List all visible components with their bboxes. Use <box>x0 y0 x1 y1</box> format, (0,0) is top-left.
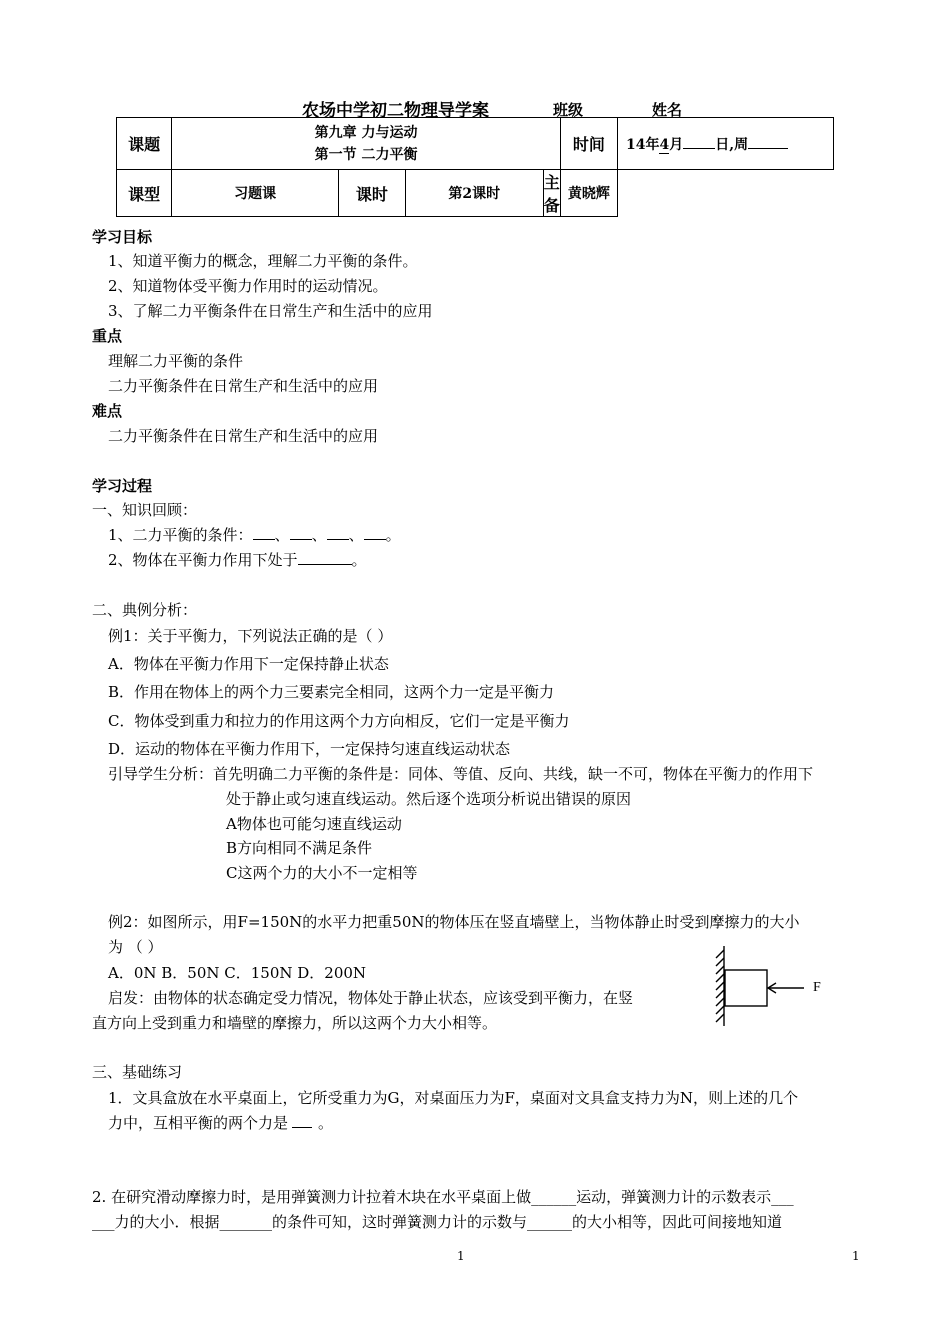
page-title: 农场中学初二物理导学案 <box>302 101 489 121</box>
practice-q2-cont: ___力的大小．根据_______的条件可知，这时弹簧测力计的示数与______的大小相等，因此可间接地知道 <box>92 1213 783 1231</box>
answer-blank <box>292 1113 312 1128</box>
review-1-prefix: 1、二力平衡的条件： <box>108 526 253 544</box>
review-item-2 <box>108 549 367 570</box>
lesson-info-table <box>116 117 834 217</box>
page-number-right: 1 <box>852 1249 860 1263</box>
example-1-option: C．物体受到重力和拉力的作用这两个力方向相反，它们一定是平衡力 <box>108 712 570 730</box>
review-title: 一、知识回顾： <box>92 501 198 519</box>
answer-blank <box>298 550 352 565</box>
example-1-guide-cont: 处于静止或匀速直线运动。然后逐个选项分析说出错误的原因 <box>226 790 632 808</box>
practice-q1: 1．文具盒放在水平桌面上，它所受重力为G，对桌面压力为F，桌面对文具盒支持力为N，则上述的几个 <box>108 1089 799 1107</box>
practice-q1-cont <box>108 1112 333 1133</box>
day-blank <box>683 134 715 149</box>
process-heading: 学习过程 <box>92 477 153 495</box>
topic-value-cell <box>172 118 560 170</box>
page-number-center: 1 <box>457 1249 465 1263</box>
goals-heading: 学习目标 <box>92 228 153 246</box>
example-1-option: D．运动的物体在平衡力作用下，一定保持匀速直线运动状态 <box>108 740 511 758</box>
examples-title: 二、典例分析： <box>92 601 198 619</box>
class-label: 班级 <box>553 101 584 119</box>
topic-line-2: 第一节 二力平衡 <box>314 146 418 163</box>
practice-q2: 2. 在研究滑动摩擦力时，是用弹簧测力计拉着木块在水平桌面上做______运动，弹簧测力计的示数表示___ <box>92 1188 794 1206</box>
goal-item: 1、知道平衡力的概念，理解二力平衡的条件。 <box>108 252 418 270</box>
time-year: 14年 <box>626 136 660 153</box>
end-mark: 。 <box>385 526 401 544</box>
end-mark: 。 <box>351 551 367 569</box>
example-2-options: A．0N B．50N C．150N D．200N <box>108 964 367 982</box>
time-month: 4 <box>659 136 670 153</box>
example-1-option: A．物体在平衡力作用下一定保持静止状态 <box>108 655 389 673</box>
force-label: F <box>813 980 821 995</box>
separator: 、 <box>348 526 364 544</box>
example-1-stem: 例1：关于平衡力，下列说法正确的是（ ） <box>108 627 393 645</box>
type-value-cell: 习题课 <box>172 170 339 217</box>
example-2-hint-cont: 直方向上受到重力和墙壁的摩擦力，所以这两个力大小相等。 <box>92 1014 498 1032</box>
q1-prefix: 力中，互相平衡的两个力是 <box>108 1114 289 1132</box>
example-1-note: A物体也可能匀速直线运动 <box>226 815 402 833</box>
answer-blank <box>364 525 386 540</box>
separator: 、 <box>311 526 327 544</box>
review-item-1 <box>108 524 401 545</box>
topic-label-cell: 课题 <box>117 118 172 170</box>
host-label-cell: 主备 <box>543 170 560 217</box>
name-label: 姓名 <box>652 101 683 119</box>
answer-blank <box>253 525 275 540</box>
example-2-stem-cont: 为 （ ） <box>108 938 163 956</box>
answer-blank <box>290 525 312 540</box>
key-item: 理解二力平衡的条件 <box>108 352 244 370</box>
end-mark: 。 <box>318 1114 334 1132</box>
host-value-cell: 黄晓辉 <box>560 170 617 217</box>
block-shape <box>725 970 767 1006</box>
goal-item: 3、了解二力平衡条件在日常生产和生活中的应用 <box>108 302 433 320</box>
wall-block-figure <box>712 944 842 1030</box>
answer-blank <box>327 525 349 540</box>
period-label-cell: 课时 <box>338 170 405 217</box>
topic-line-1: 第九章 力与运动 <box>314 124 418 141</box>
key-heading: 重点 <box>92 327 123 345</box>
goal-item: 2、知道物体受平衡力作用时的运动情况。 <box>108 277 388 295</box>
key-item: 二力平衡条件在日常生产和生活中的应用 <box>108 377 379 395</box>
example-1-option: B．作用在物体上的两个力三要素完全相同，这两个力一定是平衡力 <box>108 683 555 701</box>
force-arrow-icon <box>768 983 804 993</box>
wall-icon <box>716 946 724 1026</box>
difficult-heading: 难点 <box>92 402 123 420</box>
weekday-blank <box>748 134 788 149</box>
example-1-guide: 引导学生分析：首先明确二力平衡的条件是：同体、等值、反向、共线，缺一不可，物体在平衡力的作用下 <box>108 765 814 783</box>
example-2-stem: 例2：如图所示，用F=150N的水平力把重50N的物体压在竖直墙壁上，当物体静止时受到摩擦力的大小 <box>108 913 800 931</box>
example-1-note: B方向相同不满足条件 <box>226 839 373 857</box>
example-1-note: C这两个力的大小不一定相等 <box>226 864 418 882</box>
practice-title: 三、基础练习 <box>92 1063 183 1081</box>
example-2-hint: 启发：由物体的状态确定受力情况，物体处于静止状态，应该受到平衡力，在竖 <box>108 989 634 1007</box>
period-value-cell: 第2课时 <box>405 170 543 217</box>
review-2-prefix: 2、物体在平衡力作用下处于 <box>108 551 298 569</box>
type-label-cell: 课型 <box>117 170 172 217</box>
difficult-item: 二力平衡条件在日常生产和生活中的应用 <box>108 427 379 445</box>
time-month-label: 月 <box>669 136 684 153</box>
separator: 、 <box>274 526 290 544</box>
time-label-cell: 时间 <box>560 118 617 170</box>
time-day-label: 日,周 <box>715 136 749 153</box>
time-value-cell <box>618 118 834 170</box>
